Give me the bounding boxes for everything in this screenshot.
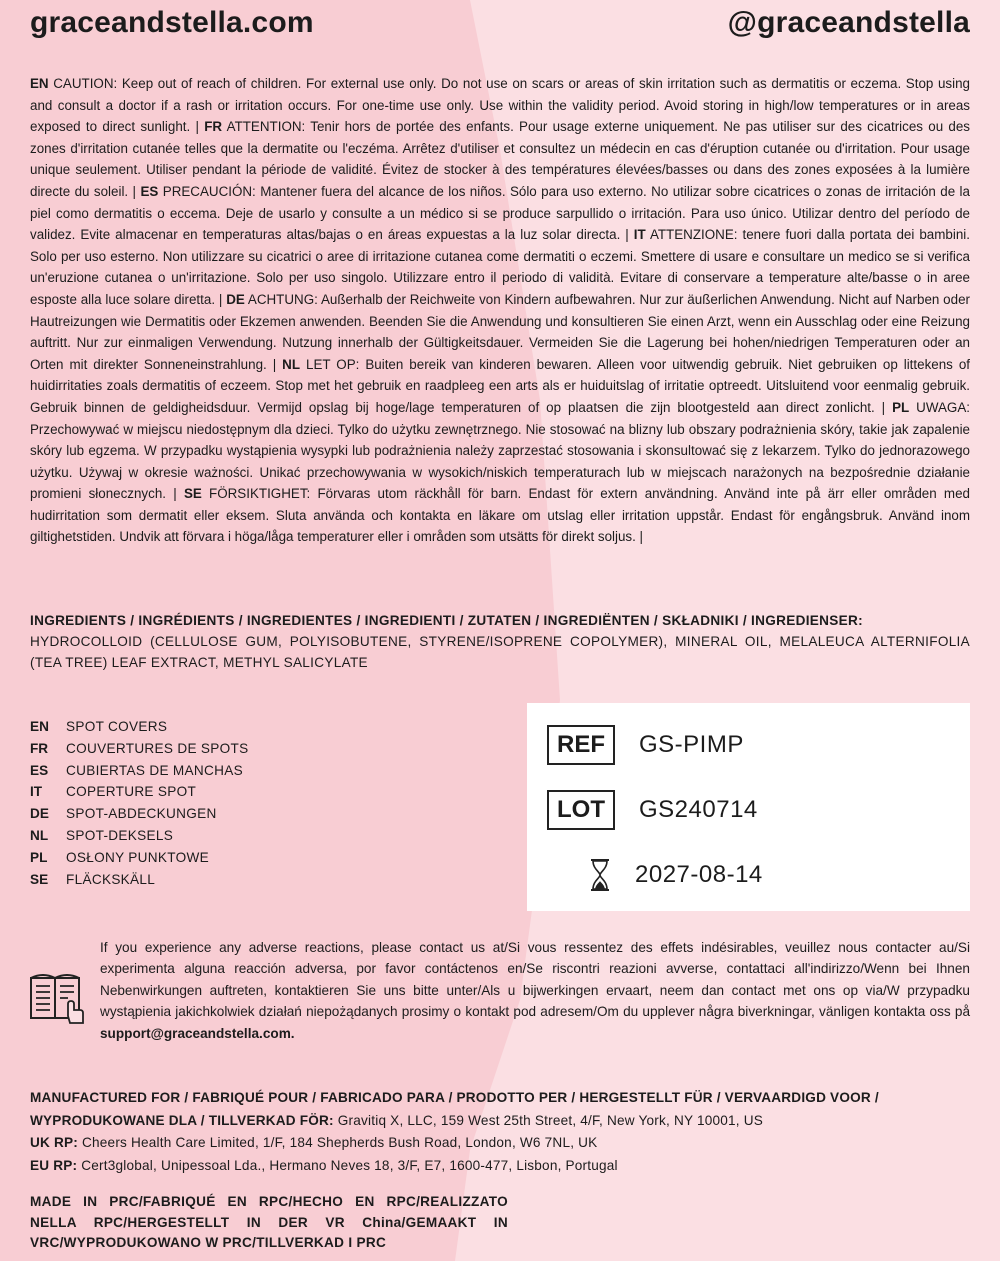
product-name-row [30, 803, 450, 825]
caution-heading-pl: UWAGA: [916, 399, 970, 415]
product-name: FLÄCKSKÄLL [66, 871, 156, 887]
caution-heading-se: FÖRSIKTIGHET: [209, 486, 311, 502]
lot-value: GS240714 [639, 796, 758, 823]
caution-code-nl: NL [282, 356, 301, 372]
caution-code-it: IT [633, 227, 646, 243]
product-name-row [30, 738, 450, 760]
language-code: EN [30, 719, 49, 734]
product-name: COPERTURE SPOT [66, 784, 197, 800]
eu-rp-row [30, 1155, 970, 1178]
batch-info-box [527, 703, 970, 911]
lot-row [547, 790, 758, 830]
product-name: SPOT COVERS [66, 719, 168, 734]
manufacturer-heading: MANUFACTURED FOR / FABRIQUÉ POUR / FABRICADO PARA / PRODOTTO PER / HERGESTELLT FÜR / VERVAARDIGD VOOR / WYPRODUKOWANE DLA / TILLVERKAD FÖR: [30, 1090, 879, 1128]
caution-code-se: SE [183, 486, 202, 502]
caution-text-fr: Tenir hors de portée des enfants. Pour usage externe uniquement. Ne pas utiliser sur des cicatrices ou des zones d'irritation cutanée telles que la dermatite ou l'eczéma. Arrêtez d'utiliser et consultez un médecin en cas d'éruption cutanée ou d'irritation. Pour usage unique seulement. Utiliser pendant la période de validité. Évitez de stocker à des températures élevées/basses ou dans des zones exposées à la lumière directe du soleil. | [30, 119, 970, 199]
product-name: SPOT-DEKSELS [66, 827, 174, 843]
uk-rp-heading: UK RP: [30, 1135, 79, 1150]
product-name: SPOT-ABDECKUNGEN [66, 806, 217, 822]
adverse-reaction-contact [100, 937, 970, 1044]
uk-rp-address: Cheers Health Care Limited, 1/F, 184 Shepherds Bush Road, London, W6 7NL, UK [82, 1135, 598, 1150]
hourglass-icon [547, 857, 611, 893]
language-code: FR [30, 740, 49, 756]
caution-code-es: ES [140, 183, 159, 199]
eu-rp-address: Cert3global, Unipessoal Lda., Hermano Neves 18, 3/F, E7, 1600-477, Lisbon, Portugal [81, 1157, 618, 1173]
social-handle: @graceandstella [727, 6, 970, 39]
caution-code-en: EN [30, 76, 49, 91]
caution-text-it: tenere fuori dalla portata dei bambini. Solo per uso esterno. Non utilizzare su cicatrici o aree di irritazione cutanea come dermatiti o eczemi. Smettere di usare e consultare un medico se si verifica un'eruzione cutanea o un'irritazione. Solo per uso singolo. Utilizzare entro il periodo di validità. Evitare di conservare a temperature alte/basse o in aree esposte alla luce solare diretta. | [30, 227, 970, 307]
caution-text-en: Keep out of reach of children. For external use only. Do not use on scars or areas of skin irritation such as dermatitis or eczema. Stop using and consult a doctor if a rash or irritation occurs. For one-time use only. Use within the validity period. Avoid storing in high/low temperatures or in areas exposed to direct sunlight. | [30, 76, 970, 135]
caution-text-nl: Buiten bereik van kinderen bewaren. Alleen voor uitwendig gebruik. Niet gebruiken op littekens of huidirritaties zoals dermatitis of eczeem. Stop met het gebruik en raadpleeg een arts als er huiduitslag of irritatie optreedt. Uitsluitend voor eenmalig gebruik. Gebruik binnen de geldigheidsduur. Vermijd opslag bij hoge/lage temperaturen of op plaatsen die zijn blootgesteld aan direct zonlicht. | [30, 356, 970, 415]
support-email-link[interactable]: support@graceandstella.com. [100, 1025, 295, 1041]
product-name-row [30, 869, 450, 891]
manufacturer-row [30, 1087, 970, 1132]
product-name: COUVERTURES DE SPOTS [66, 740, 249, 756]
manufacturer-address: Gravitiq X, LLC, 159 West 25th Street, 4/F, New York, NY 10001, US [337, 1112, 764, 1128]
ingredients-list: HYDROCOLLOID (CELLULOSE GUM, POLYISOBUTENE, STYRENE/ISOPRENE COPOLYMER), MINERAL OIL, MELALEUCA ALTERNIFOLIA (TEA TREE) LEAF EXTRACT, METHYL SALICYLATE [30, 634, 970, 670]
product-name-row [30, 781, 450, 803]
manufacturer-info [30, 1087, 970, 1177]
product-name: OSŁONY PUNKTOWE [66, 849, 209, 865]
caution-code-pl: PL [892, 399, 910, 415]
made-in-statement: MADE IN PRC/FABRIQUÉ EN RPC/HECHO EN RPC/REALIZZATO NELLA RPC/HERGESTELLT IN DER VR China/GEMAAKT IN VRC/WYPRODUKOWANO W PRC/TILLVERKAD I PRC [30, 1194, 508, 1250]
language-code: ES [30, 762, 49, 778]
caution-code-fr: FR [204, 119, 223, 135]
instruction-manual-icon [28, 966, 86, 1026]
eu-rp-heading: EU RP: [30, 1157, 78, 1173]
caution-text-pl: Przechowywać w miejscu niedostępnym dla dzieci. Tylko do użytku zewnętrznego. Nie stosować na blizny lub obszary podrażnienia skóry, takie jak zapalenie skóry lub egzema. W przypadku wystąpienia wysypki lub podrażnienia należy zaprzestać stosowania i skonsultować się z lekarzem. Tylko do jednorazowego użytku. Używaj w okresie ważności. Unikać przechowywania w wysokich/niskich temperaturach lub w miejscach narażonych na bezpośrednie działanie promieni słonecznych. | [30, 421, 970, 502]
ingredients-heading: INGREDIENTS / INGRÉDIENTS / INGREDIENTES / INGREDIENTI / ZUTATEN / INGREDIËNTEN / SKŁADNIKI / INGREDIENSER: [30, 613, 863, 628]
language-code: NL [30, 827, 49, 843]
product-name-row [30, 847, 450, 869]
product-name-row [30, 825, 450, 847]
caution-code-de: DE [226, 291, 245, 307]
caution-warnings [30, 73, 970, 548]
product-name-translations [30, 716, 450, 890]
ref-row [547, 725, 744, 765]
expiry-value: 2027-08-14 [635, 861, 763, 888]
expiry-row [547, 857, 763, 893]
language-code: SE [30, 871, 49, 887]
language-code: IT [30, 784, 43, 800]
ref-value: GS-PIMP [639, 731, 744, 758]
ingredients-section [30, 610, 970, 673]
ref-tag: REF [547, 725, 615, 765]
uk-rp-row [30, 1132, 970, 1155]
header [30, 6, 970, 46]
contact-text: If you experience any adverse reactions, please contact us at/Si vous ressentez des effets indésirables, veuillez nous contacter au/Si experimenta alguna reacción adversa, por favor contáctenos en/Se riscontri reazioni avverse, contattaci all'indirizzo/Wenn bei Ihnen Nebenwirkungen auftreten, kontaktieren Sie uns bitte unter/Als u bijwerkingen ervaart, neem dan contact met ons op via/W przypadku wystąpienia jakichkolwiek działań niepożądanych prosimy o kontakt pod adresem/Om du upplever några biverkningar, vänligen kontakta oss på [100, 940, 970, 1020]
caution-text-se: Förvaras utom räckhåll för barn. Endast för extern användning. Använd inte på ärr eller områden med hudirritation som dermatit eller eksem. Sluta använda och kontakta en läkare om utslag eller irritation uppstår. Endast för engångsbruk. Använd inom giltighetstiden. Undvik att förvara i höga/låga temperaturer eller i områden som utsätts för direkt soljus. | [30, 486, 970, 545]
caution-heading-en: CAUTION: [53, 76, 118, 91]
language-code: PL [30, 849, 48, 865]
caution-heading-de: ACHTUNG: [247, 291, 318, 307]
caution-heading-it: ATTENZIONE: [649, 227, 738, 243]
caution-heading-es: PRECAUCIÓN: [162, 183, 256, 199]
product-name-row [30, 760, 450, 782]
caution-text-de: Außerhalb der Reichweite von Kindern aufbewahren. Nur zur äußerlichen Anwendung. Nicht auf Narben oder Hautreizungen wie Dermatitis oder Ekzemen anwenden. Beenden Sie die Anwendung und konsultieren Sie einen Arzt, wenn ein Ausschlag oder eine Reizung auftritt. Nur zur einmaligen Verwendung. Nutzung innerhalb der Gültigkeitsdauer. Vermeiden Sie die Lagerung bei hohen/niedrigen Temperaturen oder an Orten mit direkter Sonneneinstrahlung. | [30, 291, 970, 372]
product-name: CUBIERTAS DE MANCHAS [66, 762, 243, 778]
lot-tag: LOT [547, 790, 615, 830]
product-name-row [30, 716, 450, 738]
caution-heading-fr: ATTENTION: [226, 119, 306, 135]
language-code: DE [30, 806, 49, 822]
website-url: graceandstella.com [30, 6, 314, 39]
caution-heading-nl: LET OP: [306, 356, 360, 372]
caution-text-es: Mantener fuera del alcance de los niños. Sólo para uso externo. No utilizar sobre cicatrices o zonas de irritación de la piel como dermatitis o eccema. Deje de usarlo y consulte a un médico si se produce sarpullido o irritación. Para uso único. Utilizar dentro del período de validez. Evite almacenar en temperaturas altas/bajas o en áreas expuestas a la luz solar directa. | [30, 183, 970, 243]
